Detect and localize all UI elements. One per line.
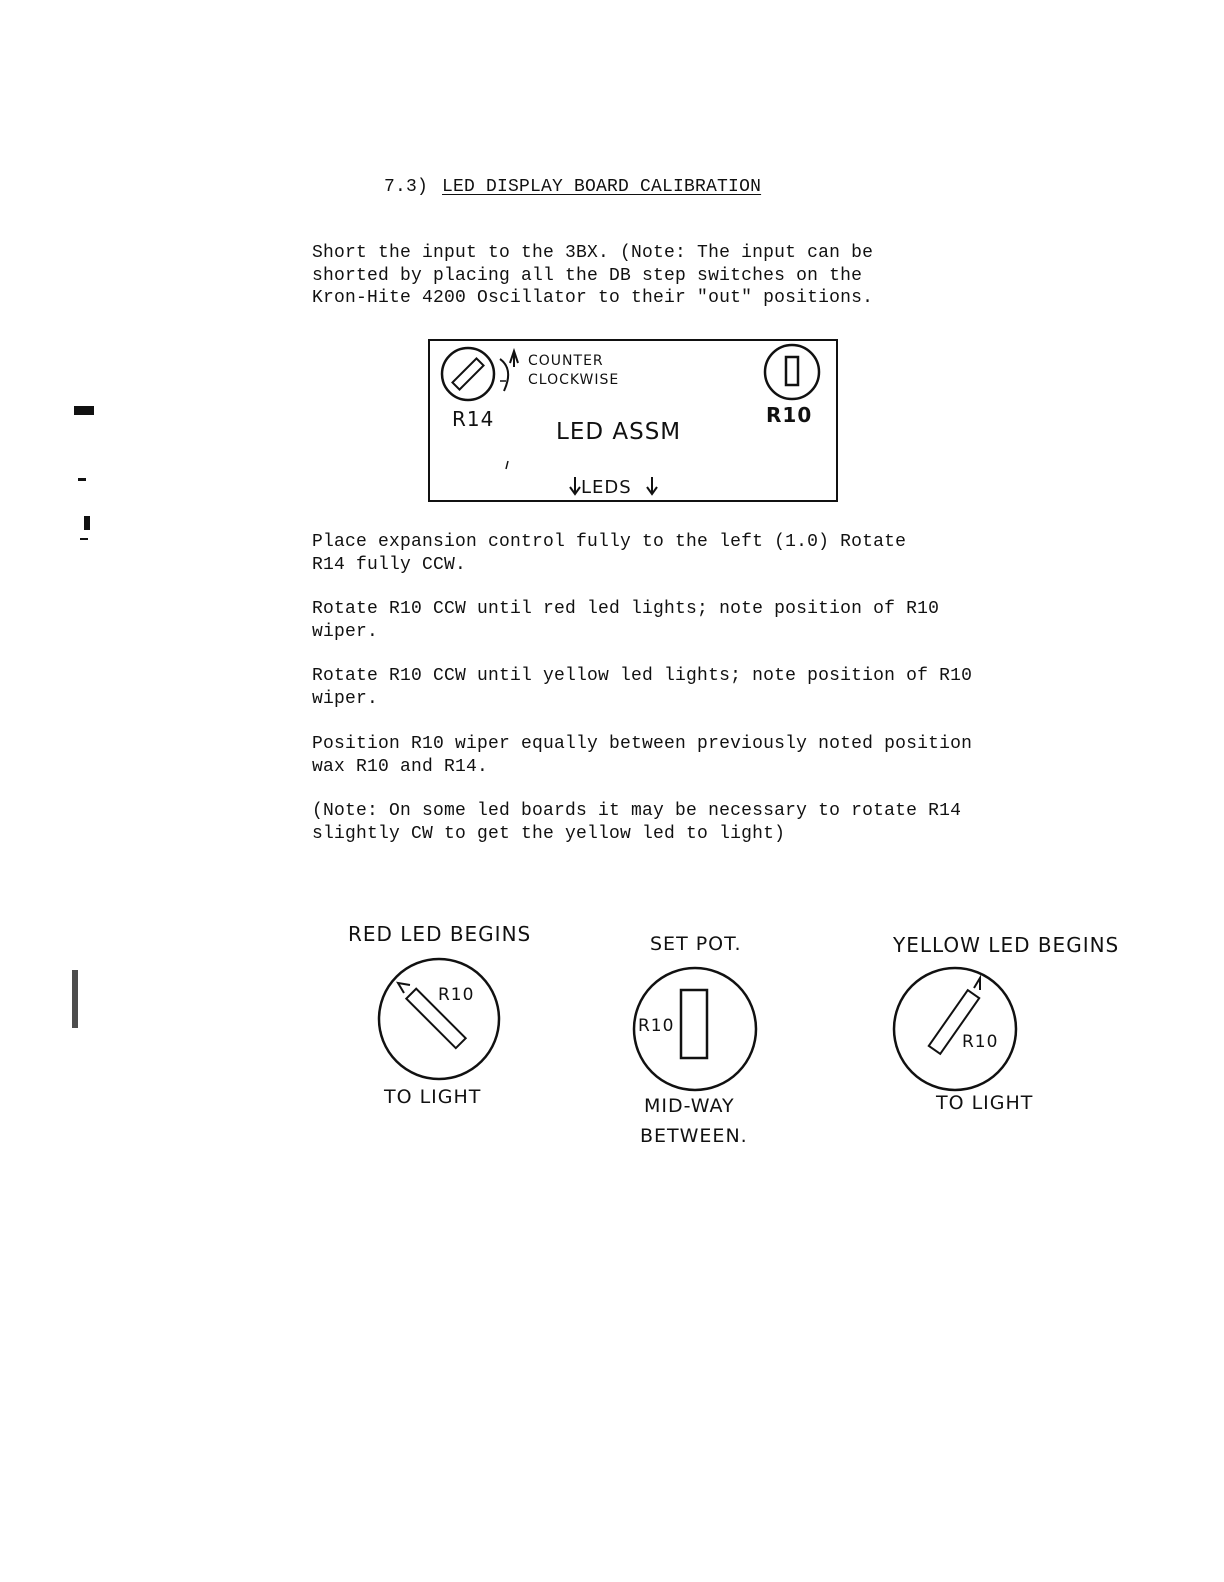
section-heading (384, 176, 761, 199)
pot-caption-top: RED LED BEGINS (348, 922, 532, 946)
pot-rotated-ccw-icon (374, 955, 504, 1085)
scan-mark (80, 538, 88, 540)
section-number: 7.3) (384, 177, 429, 197)
led-board-diagram (428, 339, 838, 502)
led-assm-label: LED ASSM (556, 419, 682, 445)
leds-label: LEDS (581, 477, 632, 498)
pot-rotated-cw-icon (890, 964, 1020, 1094)
pot-caption-bottom: TO LIGHT (384, 1086, 482, 1108)
pot-caption-bottom: MID-WAY (644, 1095, 735, 1117)
instruction-paragraph: Position R10 wiper equally between previously noted position wax R10 and R14. (312, 734, 973, 777)
clockwise-label: CLOCKWISE (528, 372, 620, 388)
pot-label: R10 (438, 985, 475, 1005)
instruction-paragraph: Rotate R10 CCW until yellow led lights; note position of R10 wiper. (312, 666, 973, 709)
r10-label: R10 (766, 403, 813, 427)
scan-mark (84, 516, 90, 530)
pot-label: R10 (962, 1032, 999, 1052)
scan-mark (74, 406, 94, 415)
instruction-paragraph: (Note: On some led boards it may be necessary to rotate R14 slightly CW to get the yellow led to light) (312, 801, 962, 844)
r14-label: R14 (452, 407, 495, 431)
counter-label: COUNTER (528, 353, 604, 369)
pot-label: R10 (638, 1016, 675, 1036)
r14-pot-icon (442, 348, 518, 400)
down-arrow-icon (647, 477, 657, 494)
instruction-paragraph: Place expansion control fully to the left (1.0) Rotate R14 fully CCW. (312, 532, 907, 575)
r10-pot-icon (765, 345, 819, 399)
scan-mark (72, 970, 78, 1028)
instruction-paragraph: Short the input to the 3BX. (Note: The input can be shorted by placing all the DB step switches on the Kron-Hite 4200 Oscillator to their "out" positions. (312, 243, 874, 308)
pot-caption-bottom: TO LIGHT (936, 1092, 1034, 1114)
pot-caption-top: SET POT. (650, 933, 742, 955)
instruction-paragraph: Rotate R10 CCW until red led lights; note position of R10 wiper. (312, 599, 940, 642)
pot-caption-bottom-2: BETWEEN. (640, 1125, 748, 1147)
pot-caption-top: YELLOW LED BEGINS (893, 933, 1120, 957)
down-arrow-icon (570, 477, 580, 494)
scan-mark (78, 478, 86, 481)
section-title: LED DISPLAY BOARD CALIBRATION (442, 177, 762, 197)
